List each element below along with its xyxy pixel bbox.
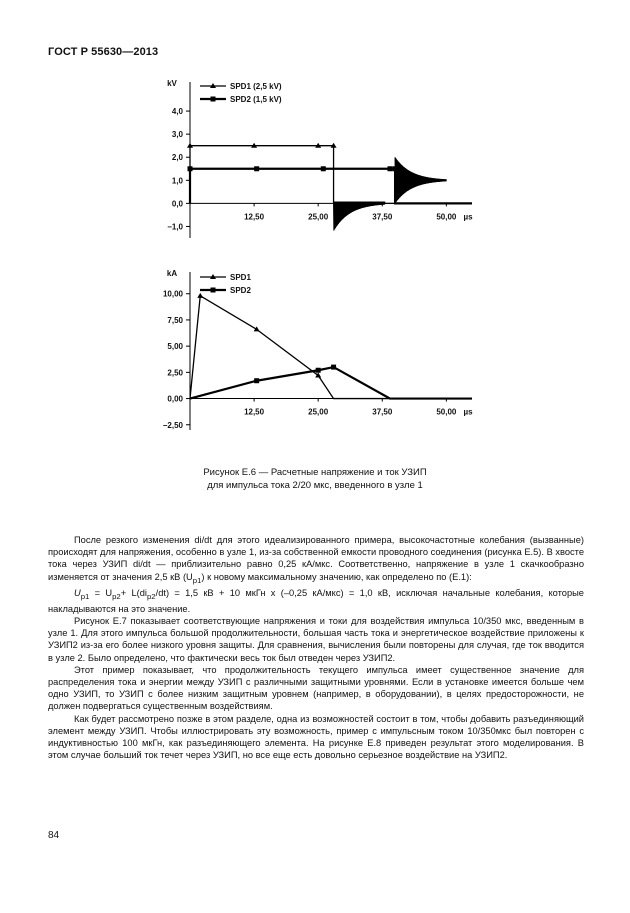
- legend-marker-2: [211, 288, 216, 293]
- series-point-2: [321, 166, 326, 171]
- oscillation-envelope-2: [395, 157, 446, 203]
- x-tick-label: 25,00: [308, 407, 329, 417]
- paragraph-3: Этот пример показывает, что продолжительность текущего импульса имеет существенное значение для распределения тока и энергии между УЗИП с различными защитными уровнями. Если в установке имеется больше чем одно УЗИП, то УЗИП с более низким защитным уровнем (например, в оборудовании), в целях предосторожности, не должен подвергаться существенным воздействиям.: [48, 664, 584, 712]
- series-point-2: [188, 166, 193, 171]
- x-tick-label: 37,50: [372, 407, 393, 417]
- figure-caption: [0, 466, 630, 492]
- legend-label-1: SPD1 (2,5 kV): [230, 82, 282, 91]
- y-tick-label: 10,00: [162, 289, 183, 299]
- x-tick-label: 50,00: [436, 407, 457, 417]
- x-tick-label: 37,50: [372, 212, 393, 222]
- y-axis-unit-label: kA: [166, 269, 178, 278]
- caption-line-2: для импульса тока 2/20 мкс, введенного в узле 1: [207, 480, 423, 491]
- y-tick-label: 0,0: [171, 199, 183, 209]
- legend-label-1: SPD1: [230, 273, 251, 282]
- document-header: ГОСТ Р 55630—2013: [48, 46, 159, 58]
- legend-label-2: SPD2: [230, 286, 251, 295]
- y-tick-label: 2,50: [167, 368, 183, 378]
- x-axis-unit-label: µs: [463, 212, 473, 222]
- current-chart: [0, 262, 630, 442]
- paragraph-4: Как будет рассмотрено позже в этом разделе, одна из возможностей состоит в том, чтобы добавить разъединяющий элемент между УЗИП. Чтобы иллюстрировать эту возможность, пример с импульсным током 10/350мкс был повторен с индуктивностью 100 мкГн, как разъединяющего элемента. На рисунке Е.8 приведен результат этого моделирования. В этом случае больший ток течет через УЗИП, но все еще есть довольно серьезное воздействие на УЗИП2.: [48, 713, 584, 761]
- y-tick-label: 4,0: [171, 107, 183, 117]
- y-tick-label: 2,0: [171, 153, 183, 163]
- y-tick-label: −2,50: [162, 420, 183, 430]
- legend-marker-2: [211, 97, 216, 102]
- y-tick-label: 0,00: [167, 394, 183, 404]
- series-point-2: [331, 365, 336, 370]
- series-point-2: [254, 166, 259, 171]
- x-tick-label: 50,00: [436, 212, 457, 222]
- legend-label-2: SPD2 (1,5 kV): [230, 95, 282, 104]
- y-tick-label: 3,0: [171, 130, 183, 140]
- page-number: 84: [48, 830, 60, 841]
- x-tick-label: 12,50: [244, 212, 265, 222]
- voltage-chart: [0, 70, 630, 250]
- series-line-1: [190, 146, 472, 204]
- paragraph-1: После резкого изменения di/dt для этого идеализированного примера, высокочастотные колебания (вызванные) происходят для напряжения, особенно в узле 1, из-за собственной емкости проводного соединения (рисунка Е.5). В хвосте тока через УЗИП di/dt — приблизительно равно 0,25 кА/мкс. Соответственно, напряжение в узле 1 скачкообразно изменяется от значения 2,5 кВ $(U_{p1})$ к новому максимальному значению, как определено по (Е.1):: [48, 535, 584, 585]
- series-line-2: [190, 169, 472, 204]
- series-point-1: [197, 293, 203, 298]
- series-point-2: [316, 368, 321, 373]
- x-axis-unit-label: µs: [463, 407, 473, 417]
- y-tick-label: 5,00: [167, 342, 183, 352]
- series-line-1: [190, 296, 472, 399]
- x-tick-label: 12,50: [244, 407, 265, 417]
- series-point-2: [254, 378, 259, 383]
- y-tick-label: 7,50: [167, 315, 183, 325]
- equation-e1: $U_{p1} = U_{p2}+ L(di_{p2}/dt) = 1,5$ кВ + 10 мкГн x (–0,25 кА/мкс) = 1,0 кВ, исключая начальные колебания, которые накладываются на это значение.: [48, 587, 584, 614]
- y-tick-label: 1,0: [171, 176, 183, 186]
- y-axis-unit-label: kV: [167, 79, 177, 88]
- body-text: [48, 534, 584, 761]
- y-tick-label: −1,0: [167, 222, 183, 232]
- x-tick-label: 25,00: [308, 212, 329, 222]
- series-point-2: [393, 166, 398, 171]
- series-point-2: [387, 166, 392, 171]
- caption-line-1: Рисунок Е.6 — Расчетные напряжение и ток УЗИП: [203, 467, 427, 478]
- paragraph-2: Рисунок Е.7 показывает соответствующие напряжения и токи для воздействия импульса 10/350 мкс, введенным в узле 1. Для этого импульса большой продолжительности, большая часть тока и энергетическое воздействие приложены к УЗИП2 из-за его более низкого уровня защиты. Для сравнения, вычисления были повторены для случая, где ток вводится в узле 2. Было определено, что фактически весь ток был отведен через УЗИП2.: [48, 615, 584, 663]
